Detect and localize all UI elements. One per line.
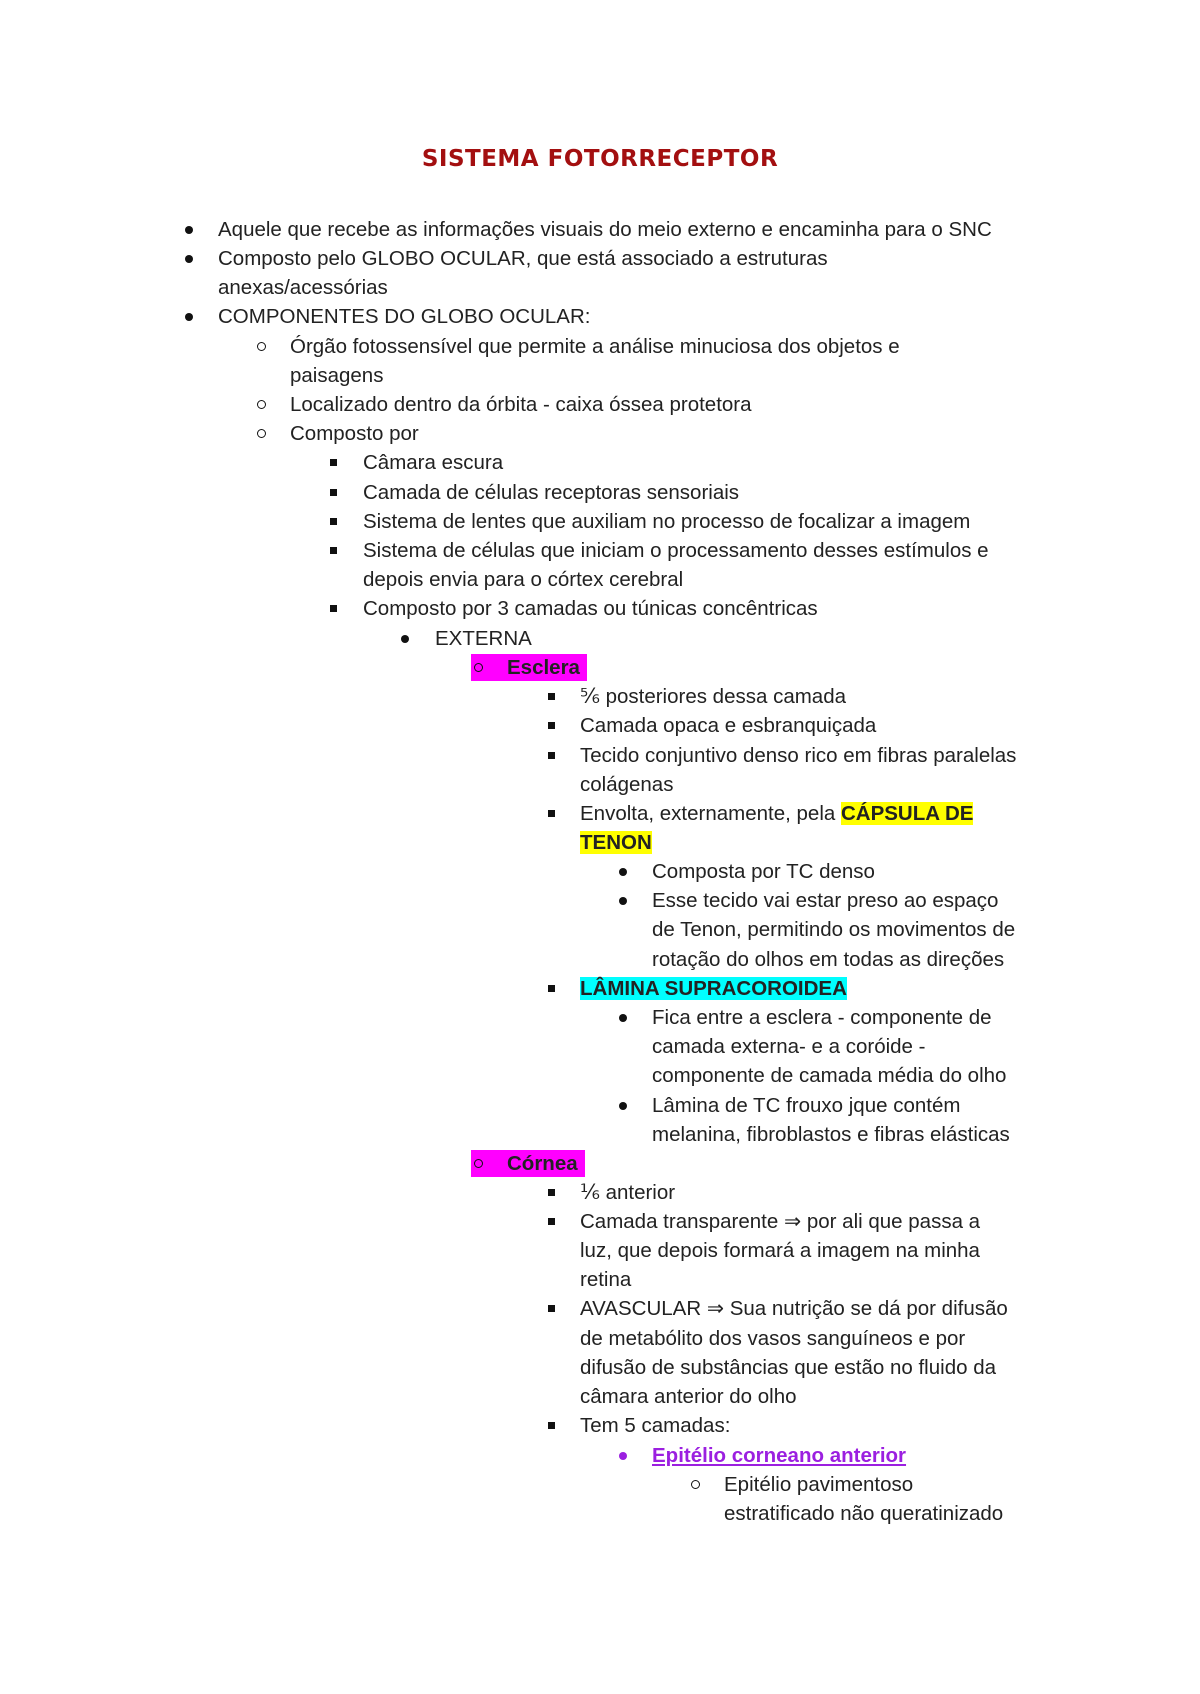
circle-bullet-icon	[471, 1149, 485, 1178]
bullet-icon	[182, 302, 196, 331]
list-item-continued: anexas/acessórias	[218, 276, 388, 299]
list-item-continued: colágenas	[580, 773, 674, 796]
list-item: COMPONENTES DO GLOBO OCULAR:	[218, 305, 591, 328]
list-item: Camada transparente ⇒ por ali que passa a	[580, 1210, 981, 1233]
list-item-continued: de Tenon, permitindo os movimentos de	[652, 918, 1016, 941]
list-item-continued: rotação do olhos em todas as direções	[652, 948, 1005, 971]
list-item: Órgão fotossensível que permite a análise minuciosa dos objetos e	[290, 335, 900, 358]
list-item	[580, 799, 973, 828]
list-item: Câmara escura	[363, 451, 504, 474]
list-item-continued: paisagens	[290, 364, 384, 387]
square-bullet-icon	[544, 1294, 558, 1323]
list-item: Localizado dentro da órbita - caixa óssea protetora	[290, 393, 752, 416]
list-item: ⅚ posteriores dessa camada	[580, 685, 846, 708]
lamina-supracoroidea-highlight: LÂMINA SUPRACOROIDEA	[580, 977, 847, 1000]
square-bullet-icon	[544, 974, 558, 1003]
list-item-continued: camada externa- e a coróide -	[652, 1035, 926, 1058]
circle-bullet-icon	[254, 332, 268, 361]
capsula-tenon-highlight: CÁPSULA DE	[840, 802, 974, 825]
list-item: AVASCULAR ⇒ Sua nutrição se dá por difusão	[580, 1297, 1008, 1320]
list-item-continued: retina	[580, 1268, 632, 1291]
list-item: Aquele que recebe as informações visuais do meio externo e encaminha para o SNC	[218, 218, 992, 241]
bullet-icon	[182, 244, 196, 273]
square-bullet-icon	[326, 536, 340, 565]
list-item: Composto pelo GLOBO OCULAR, que está associado a estruturas	[218, 247, 828, 270]
list-item: Camada opaca e esbranquiçada	[580, 714, 877, 737]
bullet-icon	[616, 857, 630, 886]
list-item: Fica entre a esclera - componente de	[652, 1006, 992, 1029]
square-bullet-icon	[544, 1178, 558, 1207]
list-item-text: Envolta, externamente, pela	[580, 802, 841, 825]
list-item-continued: luz, que depois formará a imagem na minha	[580, 1239, 980, 1262]
bullet-icon	[182, 215, 196, 244]
square-bullet-icon	[326, 478, 340, 507]
square-bullet-icon	[326, 507, 340, 536]
circle-bullet-icon	[688, 1470, 702, 1499]
list-item-continued: estratificado não queratinizado	[724, 1502, 1004, 1525]
list-item	[652, 1441, 906, 1470]
list-item: Composta por TC denso	[652, 860, 875, 883]
circle-bullet-icon	[471, 653, 485, 682]
list-item: Tecido conjuntivo denso rico em fibras paralelas	[580, 744, 1017, 767]
section-heading-esclera: Esclera	[507, 656, 580, 679]
square-bullet-icon	[326, 448, 340, 477]
list-item: Esse tecido vai estar preso ao espaço	[652, 889, 999, 912]
square-bullet-icon	[544, 682, 558, 711]
bullet-icon	[616, 1441, 630, 1470]
bullet-icon	[398, 624, 412, 653]
list-item-continued: difusão de substâncias que estão no fluido da	[580, 1356, 996, 1379]
circle-bullet-icon	[254, 419, 268, 448]
page-title: SISTEMA FOTORRECEPTOR	[421, 146, 779, 172]
list-item-continued: melanina, fibroblastos e fibras elásticas	[652, 1123, 1010, 1146]
capsula-tenon-highlight: TENON	[580, 831, 652, 854]
square-bullet-icon	[544, 1411, 558, 1440]
list-item	[580, 974, 847, 1003]
list-item-continued: depois envia para o córtex cerebral	[363, 568, 684, 591]
epitelio-corneano-link[interactable]: Epitélio corneano anterior	[652, 1444, 907, 1467]
section-heading-cornea: Córnea	[507, 1152, 578, 1175]
list-item: Tem 5 camadas:	[580, 1414, 731, 1437]
square-bullet-icon	[544, 1207, 558, 1236]
square-bullet-icon	[326, 594, 340, 623]
list-item: Epitélio pavimentoso	[724, 1473, 914, 1496]
list-item-continued: de metabólito dos vasos sanguíneos e por	[580, 1327, 966, 1350]
list-item: EXTERNA	[435, 627, 532, 650]
bullet-icon	[616, 1003, 630, 1032]
list-item: Camada de células receptoras sensoriais	[363, 481, 740, 504]
square-bullet-icon	[544, 741, 558, 770]
bullet-icon	[616, 1091, 630, 1120]
square-bullet-icon	[544, 711, 558, 740]
bullet-icon	[616, 886, 630, 915]
list-item-continued	[580, 828, 652, 857]
square-bullet-icon	[544, 799, 558, 828]
list-item: Composto por 3 camadas ou túnicas concêntricas	[363, 597, 818, 620]
list-item-continued: câmara anterior do olho	[580, 1385, 797, 1408]
list-item: ⅙ anterior	[580, 1181, 676, 1204]
list-item-continued: componente de camada média do olho	[652, 1064, 1007, 1087]
list-item: Sistema de células que iniciam o processamento desses estímulos e	[363, 539, 989, 562]
list-item: Lâmina de TC frouxo jque contém	[652, 1094, 961, 1117]
circle-bullet-icon	[254, 390, 268, 419]
list-item: Composto por	[290, 422, 419, 445]
list-item: Sistema de lentes que auxiliam no processo de focalizar a imagem	[363, 510, 971, 533]
